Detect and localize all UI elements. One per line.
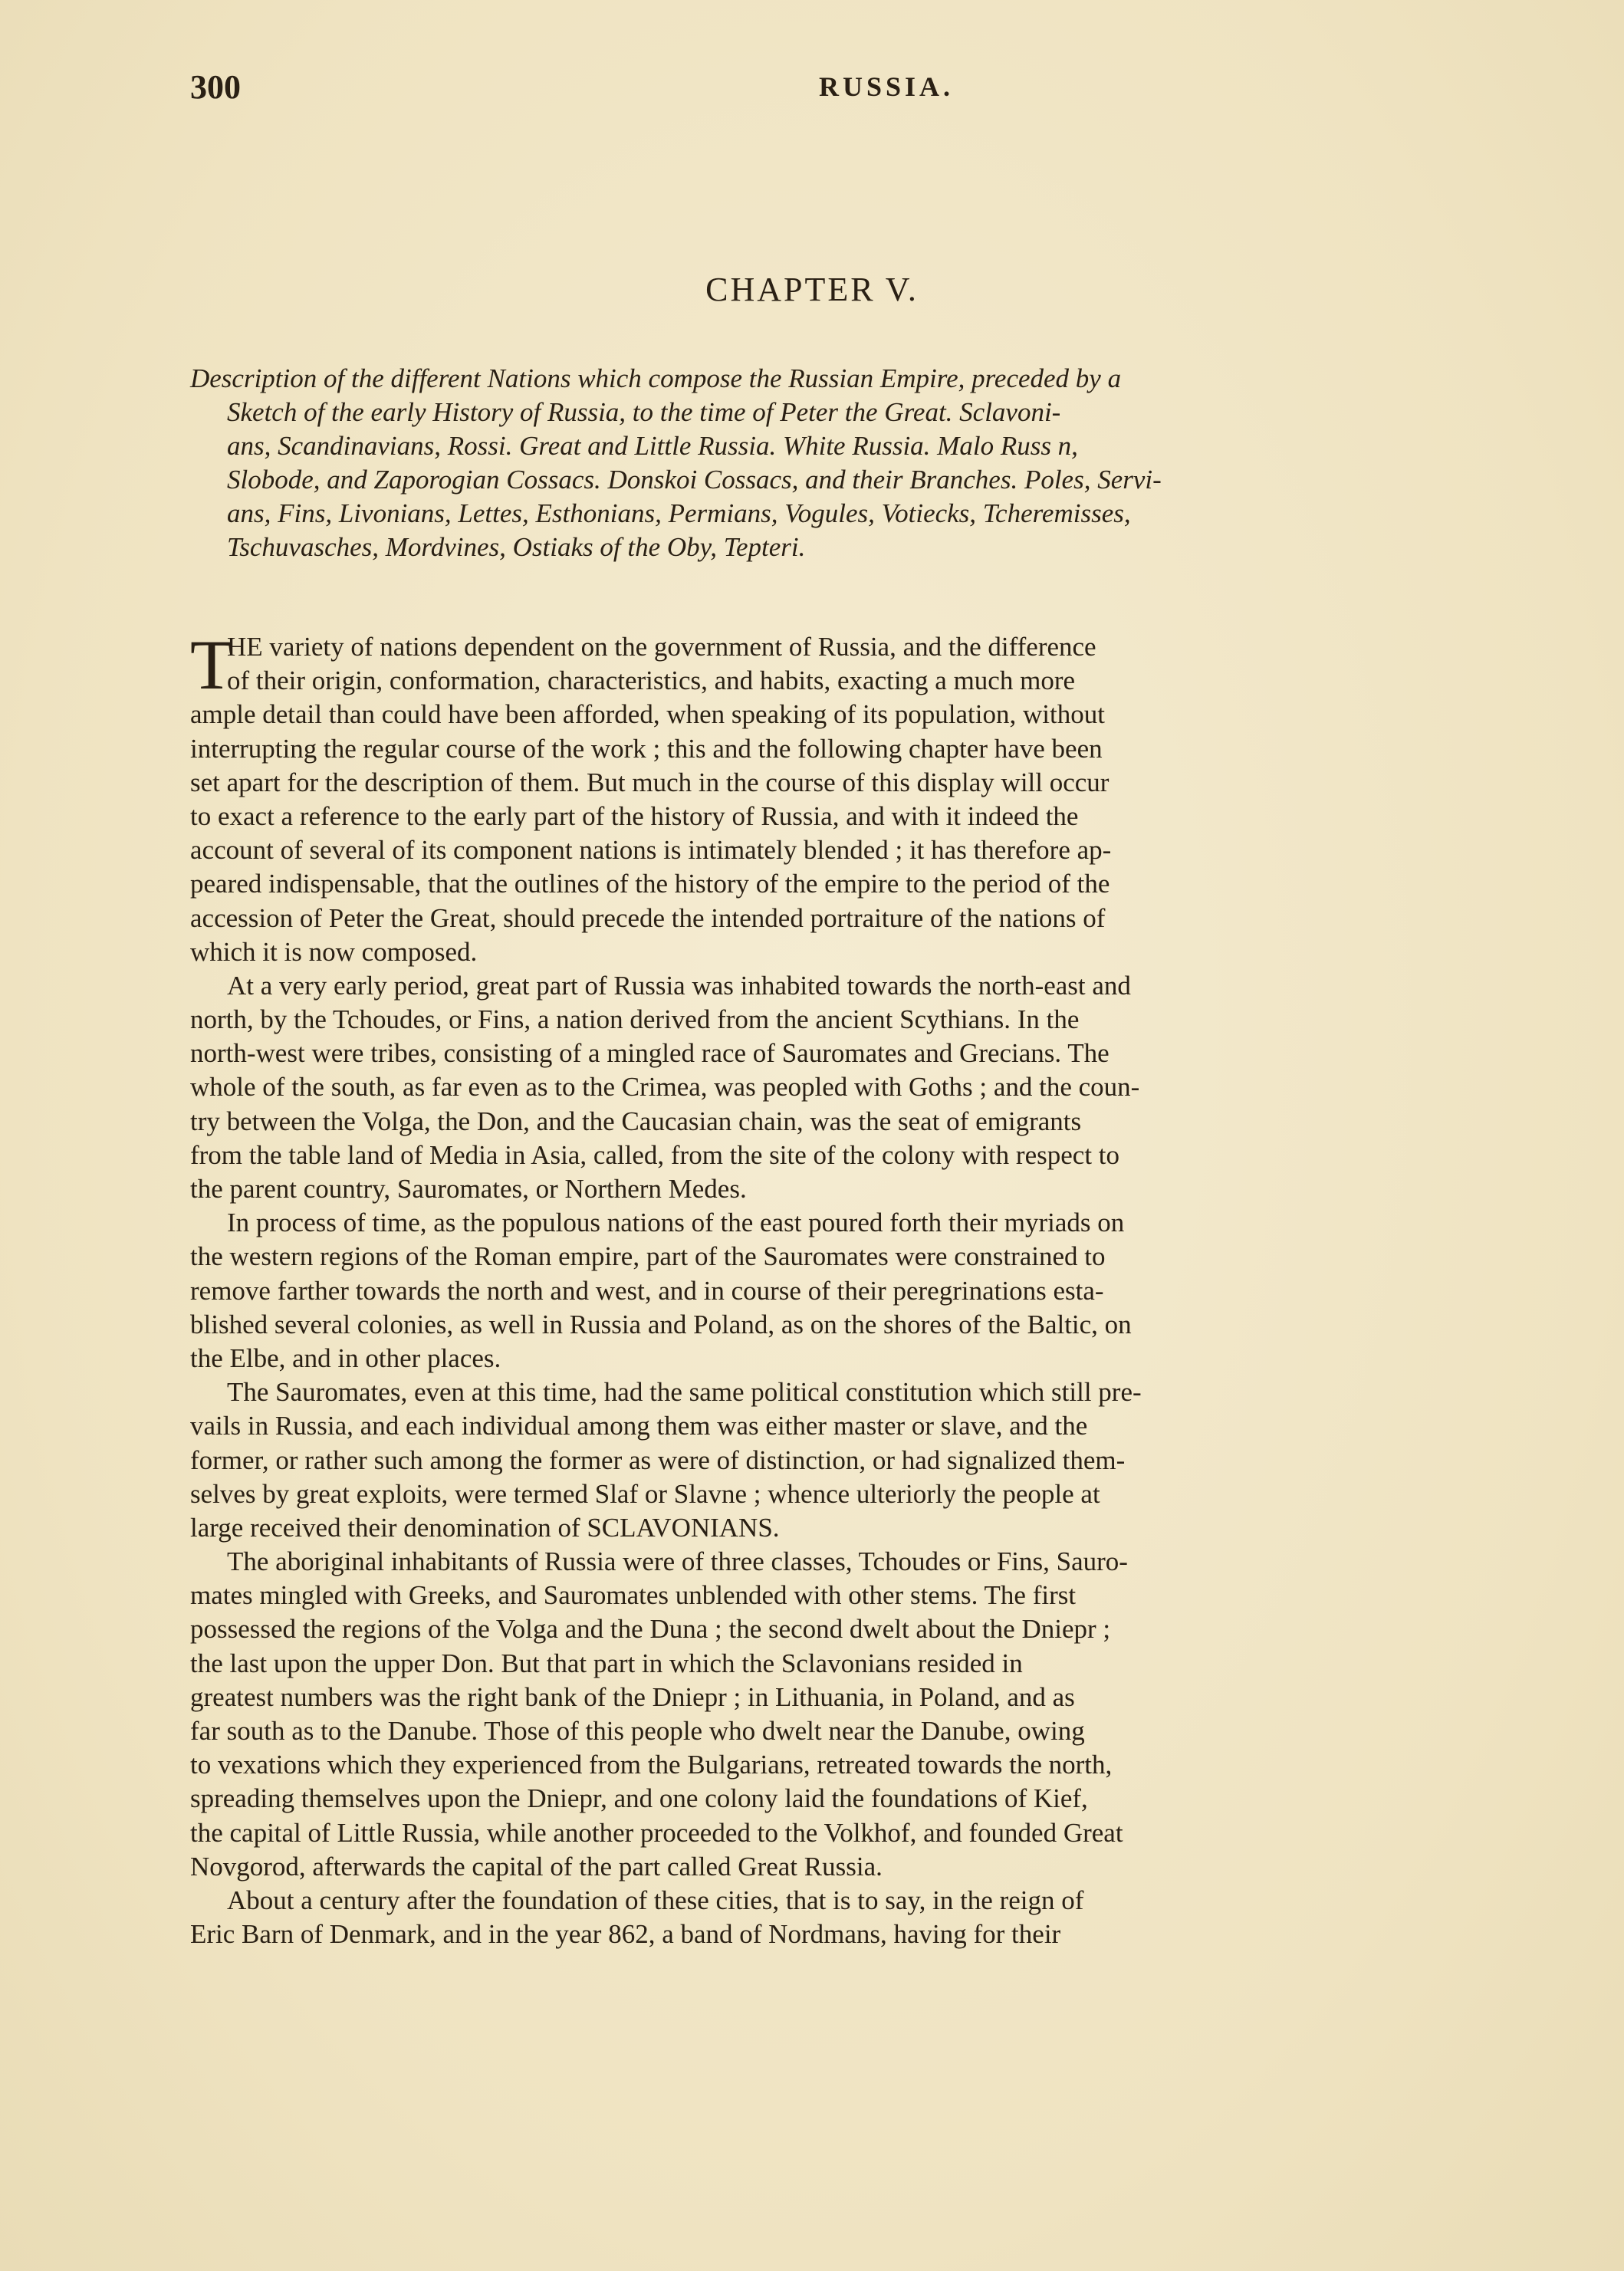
drop-cap: T	[190, 626, 234, 704]
text-line: In process of time, as the populous nations of the east poured forth their myriads on	[227, 1208, 1125, 1238]
text-line: set apart for the description of them. But much in the course of this display will occur	[190, 767, 1110, 797]
text-line: large received their denomination of SCLAVONIANS.	[190, 1512, 780, 1543]
text-line: mates mingled with Greeks, and Sauromates unblended with other stems. The first	[190, 1580, 1077, 1611]
text-line: the Elbe, and in other places.	[190, 1343, 501, 1373]
text-line: The aboriginal inhabitants of Russia were of three classes, Tchoudes or Fins, Sauro-	[227, 1546, 1128, 1577]
text-line: selves by great exploits, were termed Slaf or Slavne ; whence ulteriorly the people at	[190, 1478, 1100, 1509]
text-line: from the table land of Media in Asia, called, from the site of the colony with respect to	[190, 1139, 1120, 1170]
synopsis-line: ans, Fins, Livonians, Lettes, Esthonians, Permians, Vogules, Votiecks, Tcheremisses,	[227, 498, 1131, 528]
text-line: At a very early period, great part of Russia was inhabited towards the north-east and	[227, 970, 1131, 1001]
text-line: of their origin, conformation, characteristics, and habits, exacting a much more	[227, 666, 1076, 696]
paragraph	[190, 1884, 1563, 1951]
text-line: north-west were tribes, consisting of a mingled race of Sauromates and Grecians. The	[190, 1038, 1110, 1069]
text-line: accession of Peter the Great, should precede the intended portraiture of the nations of	[190, 902, 1106, 933]
text-line: The Sauromates, even at this time, had the same political constitution which still pre-	[227, 1377, 1142, 1408]
text-line: Novgorod, afterwards the capital of the part called Great Russia.	[190, 1851, 883, 1882]
running-head	[190, 67, 1550, 113]
synopsis-line: Slobode, and Zaporogian Cossacs. Donskoi Cossacs, and their Branches. Poles, Servi-	[227, 465, 1162, 495]
paragraph	[190, 1545, 1563, 1884]
chapter-synopsis	[190, 362, 1563, 564]
synopsis-line: Description of the different Nations which compose the Russian Empire, preceded by a	[190, 363, 1122, 393]
text-line: the parent country, Sauromates, or Northern Medes.	[190, 1174, 747, 1204]
text-line: whole of the south, as far even as to the Crimea, was peopled with Goths ; and the coun-	[190, 1072, 1140, 1103]
text-line: account of several of its component nations is intimately blended ; it has therefore ap-	[190, 835, 1112, 866]
text-line: the last upon the upper Don. But that part in which the Sclavonians resided in	[190, 1648, 1023, 1678]
chapter-title: CHAPTER V.	[705, 271, 919, 308]
text-line: north, by the Tchoudes, or Fins, a nation derived from the ancient Scythians. In the	[190, 1004, 1080, 1035]
text-line: former, or rather such among the former as were of distinction, or had signalized them-	[190, 1444, 1126, 1475]
text-line: the capital of Little Russia, while another proceeded to the Volkhof, and founded Great	[190, 1817, 1123, 1848]
text-line: far south as to the Danube. Those of this people who dwelt near the Danube, owing	[190, 1716, 1085, 1746]
text-line: try between the Volga, the Don, and the Caucasian chain, was the seat of emigrants	[190, 1106, 1082, 1136]
paragraph	[190, 1375, 1563, 1545]
text-line: to vexations which they experienced from the Bulgarians, retreated towards the north,	[190, 1750, 1113, 1780]
text-line: Eric Barn of Denmark, and in the year 862, a band of Nordmans, having for their	[190, 1919, 1061, 1950]
text-line: peared indispensable, that the outlines of the history of the empire to the period of the	[190, 869, 1110, 899]
paragraph	[190, 1206, 1563, 1375]
text-line: spreading themselves upon the Dniepr, and one colony laid the foundations of Kief,	[190, 1783, 1088, 1814]
text-line: HE variety of nations dependent on the government of Russia, and the difference	[227, 632, 1096, 662]
running-title: RUSSIA.	[819, 71, 955, 102]
text-line: greatest numbers was the right bank of the Dniepr ; in Lithuania, in Poland, and as	[190, 1681, 1075, 1712]
page-number: 300	[190, 68, 241, 106]
paragraph	[190, 969, 1563, 1206]
text-line: to exact a reference to the early part of the history of Russia, and with it indeed the	[190, 800, 1079, 831]
text-line: which it is now composed.	[190, 936, 478, 967]
text-line: the western regions of the Roman empire, part of the Sauromates were constrained to	[190, 1241, 1106, 1272]
body-text	[190, 626, 1563, 1951]
text-line: blished several colonies, as well in Russia and Poland, as on the shores of the Baltic, on	[190, 1309, 1132, 1339]
text-line: About a century after the foundation of these cities, that is to say, in the reign of	[227, 1885, 1084, 1915]
text-line: ample detail than could have been afforded, when speaking of its population, without	[190, 699, 1105, 730]
text-line: vails in Russia, and each individual among them was either master or slave, and the	[190, 1411, 1088, 1441]
text-line: remove farther towards the north and west, and in course of their peregrinations esta-	[190, 1275, 1104, 1306]
synopsis-line: Sketch of the early History of Russia, to the time of Peter the Great. Sclavoni-	[227, 397, 1061, 427]
synopsis-line: Tschuvasches, Mordvines, Ostiaks of the Oby, Tepteri.	[227, 532, 806, 562]
text-line: interrupting the regular course of the work ; this and the following chapter have been	[190, 733, 1103, 764]
synopsis-line: ans, Scandinavians, Rossi. Great and Little Russia. White Russia. Malo Russ n,	[227, 431, 1078, 461]
opening-paragraph	[190, 626, 1563, 969]
text-line: possessed the regions of the Volga and the Duna ; the second dwelt about the Dniepr ;	[190, 1614, 1111, 1645]
